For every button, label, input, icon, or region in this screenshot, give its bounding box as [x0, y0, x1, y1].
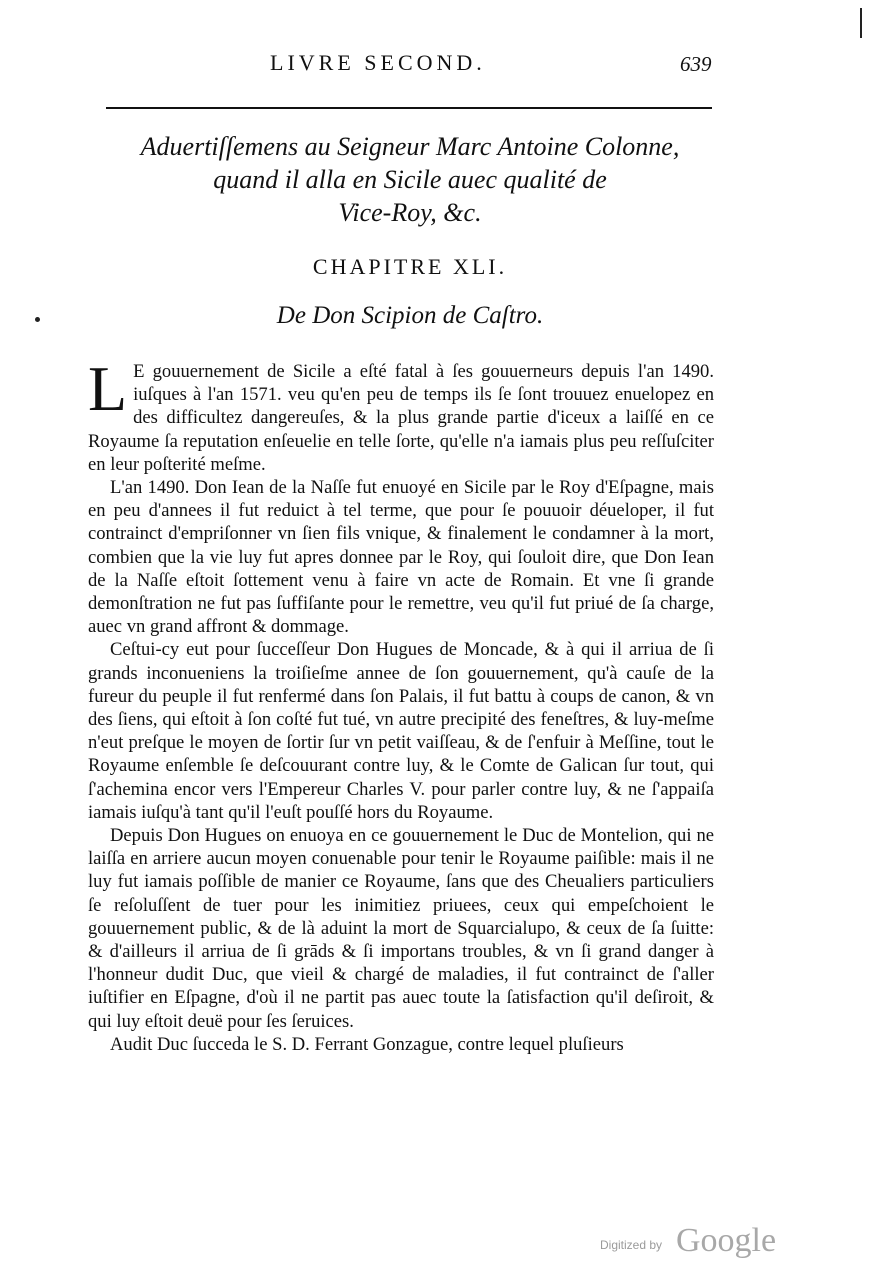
paragraph: [88, 638, 714, 824]
page-number: 639: [680, 52, 712, 76]
paragraph-text: L'an 1490. Don Iean de la Naſſe fut enuoyé en Sicile par le Roy d'Eſpagne, mais en peu d'annees il fut reduict à tel terme, que pour ſe pouuoir déueloper, il fut contrainct d'empriſonner vn ſien fils vnique, & finalement le condamner à la mort, combien que la vie luy fut apres donnee par le Roy, qui ſouloit dire, que Don Iean de la Naſſe eſtoit ſottement venu à faire vn acte de Romain. Et vne ſi grande demonſtration ne fut pas ſuffiſante pour le remettre, veu qu'il fut priué de ſa charge, auec vn grand affront & dommage.: [88, 477, 714, 638]
watermark-logo: Google: [676, 1222, 777, 1259]
running-head: [0, 50, 877, 80]
chapter-heading: [110, 130, 710, 229]
heading-line: quand il alla en Sicile auec qualité de: [213, 165, 607, 194]
chapter-subtitle: De Don Scipion de Caſtro.: [276, 302, 544, 329]
body-text: [88, 353, 714, 1056]
drop-cap: L: [88, 353, 128, 424]
paragraph-text: E gouuernement de Sicile a eſté fatal à ſes gouuerneurs depuis l'an 1490. iuſques à l'an 1571. veu qu'en peu de temps ils ſe ſont trouuez enuelopez en des difficultez dangereuſes, & la plus grande partie d'iceux a laiſſé en ce Royaume ſa reputation enſeuelie en telle ſorte, qu'elle n'a iamais plus peu reſſuſciter en leur poſterité meſme.: [88, 361, 714, 475]
heading-line: Vice-Roy, &c.: [338, 198, 482, 227]
chapter-number: CHAPITRE XLI.: [312, 254, 508, 279]
header-rule: [106, 107, 712, 109]
digitized-watermark: [600, 1222, 780, 1262]
paragraph-text: Ceſtui-cy eut pour ſucceſſeur Don Hugues de Moncade, & à qui il arriua de ſi grands inconueniens la troiſieſme annee de ſon gouuernement, qu'à cauſe de la fureur du peuple il fut renfermé dans ſon Palais, il fut battu à coups de canon, & vn des ſiens, qui eſtoit à ſon coſté fut tué, vn autre precipité des feneſtres, & luy-meſme n'eut preſque le moyen de ſortir ſur vn petit vaiſſeau, & de ſ'enfuir à Meſſine, tout le Royaume enſemble ſe deſcouurant contre luy, & le Comte de Galican ſur tout, qui ſ'achemina encor vers l'Empereur Charles V. pour parler contre luy, & ne ſ'appaiſa iamais iuſqu'à tant qu'il l'euſt pouſſé hors du Royaume.: [88, 639, 714, 823]
paragraph-text: Depuis Don Hugues on enuoya en ce gouuernement le Duc de Montelion, qui ne laiſſa en arriere aucun moyen conuenable pour tenir le Royaume paiſible: mais il ne luy fut iamais poſſible de manier ce Royaume, ſans que des Cheualiers particuliers ſe reſoluſſent de tuer pour les inimitiez priuees, ceux qui empeſchoient le gouuernement public, & de là aduint la mort de Squarcialupo, & ceux de ſa ſuitte: & d'ailleurs il arriua de ſi grāds & ſi importans troubles, & vn ſi grand danger à l'honneur dudit Duc, que vieil & chargé de maladies, il fut contrainct de ſ'aller iuſtifier en Eſpagne, d'où il ne partit pas auec toute la ſatisfaction qu'il deſiroit, & qui luy eſtoit deuë pour ſes ſeruices.: [88, 825, 714, 1032]
margin-mark: [35, 317, 40, 322]
heading-line: Aduertiſſemens au Seigneur Marc Antoine Colonne,: [140, 132, 680, 161]
paragraph: [88, 476, 714, 638]
paragraph-text: Audit Duc ſucceda le S. D. Ferrant Gonzague, contre lequel pluſieurs: [110, 1033, 624, 1055]
running-title: LIVRE SECOND.: [270, 50, 486, 75]
paragraph: [88, 353, 714, 476]
paragraph: [88, 1033, 714, 1056]
margin-rule: [860, 8, 862, 38]
paragraph: [88, 824, 714, 1033]
watermark-prefix: Digitized by: [600, 1238, 663, 1252]
